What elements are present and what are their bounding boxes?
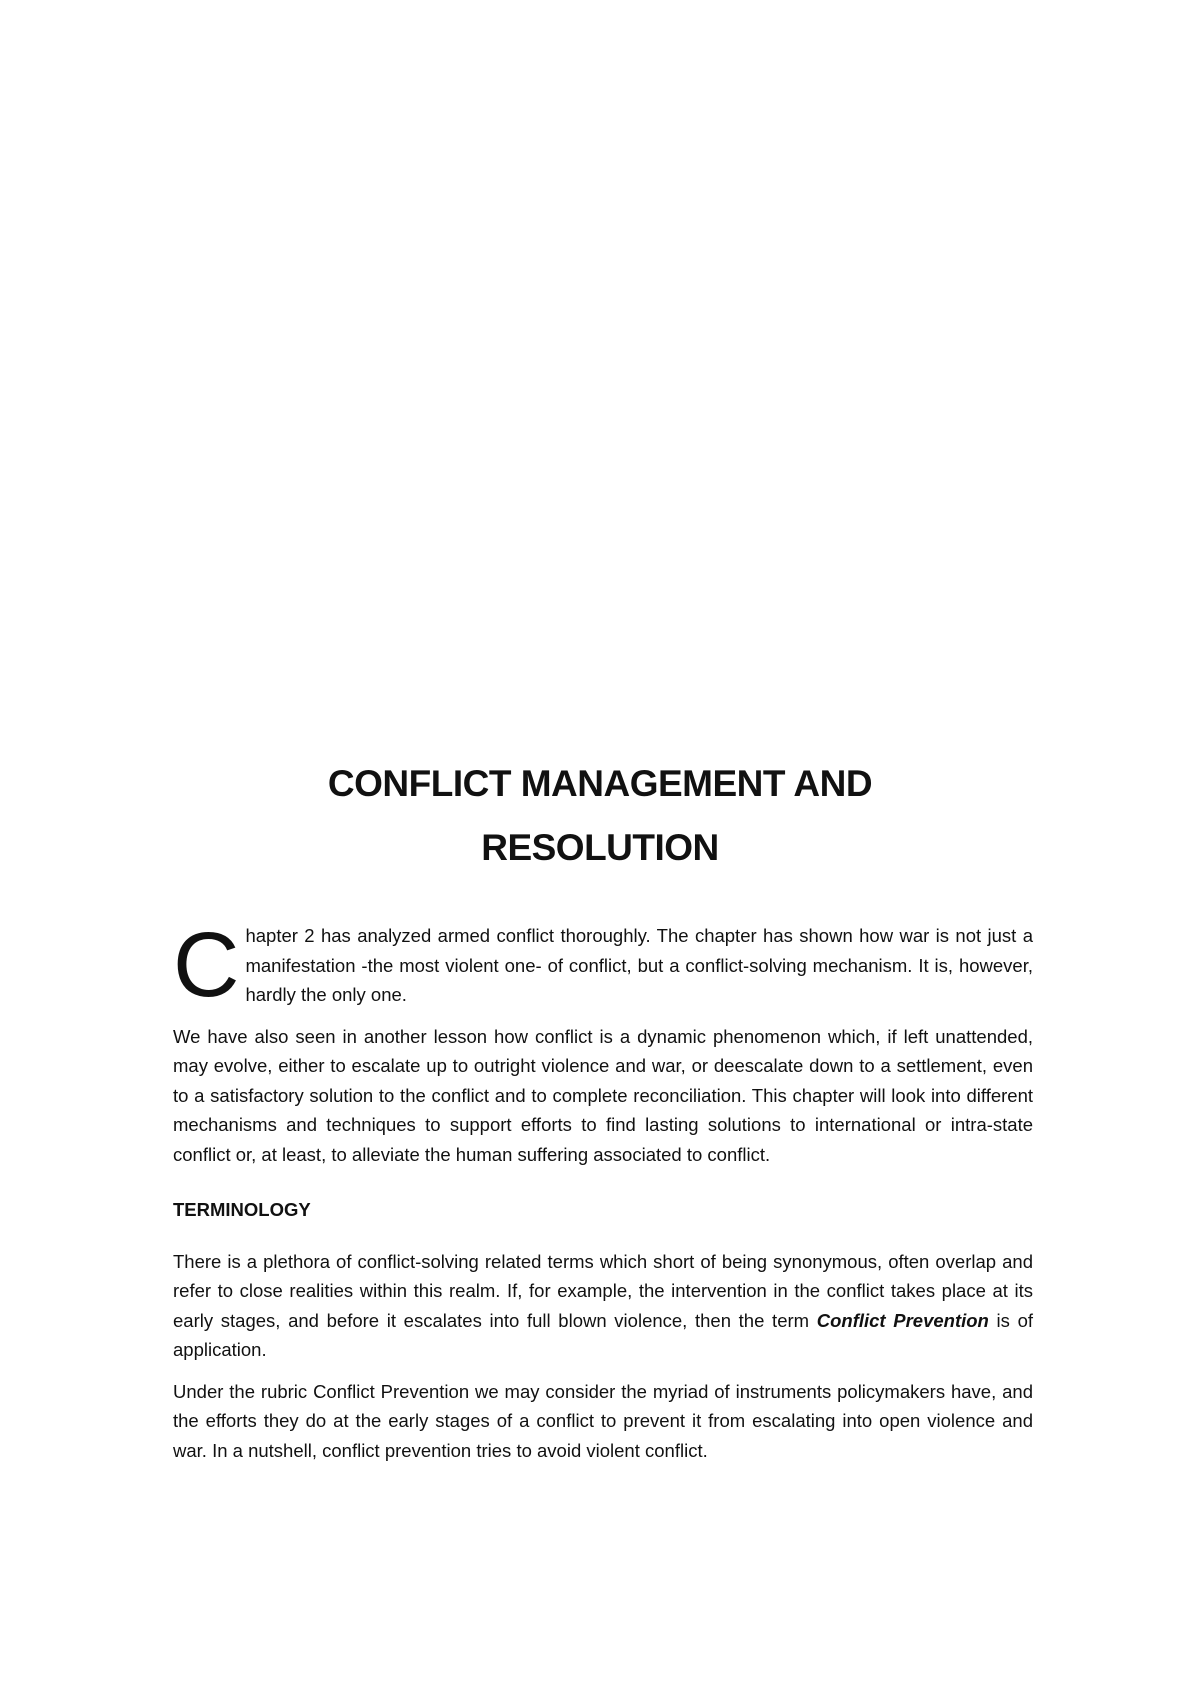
term-conflict-prevention: Conflict Prevention [816, 1309, 989, 1331]
drop-cap-letter: C [173, 914, 240, 1016]
paragraph-dynamics: We have also seen in another lesson how conflict is a dynamic phenomenon which, if left unattended, may evolve, either to escalate up to outright violence and war, or deescalate down to a settlement, even to a satisfactory solution to the conflict and to complete reconciliation. This chapter will look into different mechanisms and techniques to support efforts to find lasting solutions to international or intra-state conflict or, at least, to alleviate the human suffering associated to conflict. [173, 1025, 1033, 1165]
chapter-title-line-2: RESOLUTION [481, 827, 719, 868]
intro-paragraph-text: hapter 2 has analyzed armed conflict thoroughly. The chapter has shown how war is not just a manifestation -the most violent one- of conflict, but a conflict-solving mechanism. It is, however, hardly the only one. [245, 925, 1033, 1005]
paragraph-terminology-text-after: is of application. [173, 1309, 1034, 1360]
intro-paragraph [173, 914, 1033, 1016]
paragraph-terminology [173, 1247, 1033, 1365]
paragraph-conflict-prevention: Under the rubric Conflict Prevention we may consider the myriad of instruments policymakers have, and the efforts they do at the early stages of a conflict to prevent it from escalating into open violence and war. In a nutshell, conflict prevention tries to avoid violent conflict. [173, 1380, 1033, 1461]
section-heading-terminology: TERMINOLOGY [173, 1199, 311, 1220]
paragraph-terminology-text-before: There is a plethora of conflict-solving related terms which short of being synonymous, often overlap and refer to close realities within this realm. If, for example, the intervention in the conflict takes place at its early stages, and before it escalates into full blown violence, then the term [173, 1250, 1033, 1331]
chapter-body [173, 914, 1034, 1477]
chapter-title [0, 752, 1200, 880]
chapter-title-line-1: CONFLICT MANAGEMENT AND [327, 763, 873, 804]
